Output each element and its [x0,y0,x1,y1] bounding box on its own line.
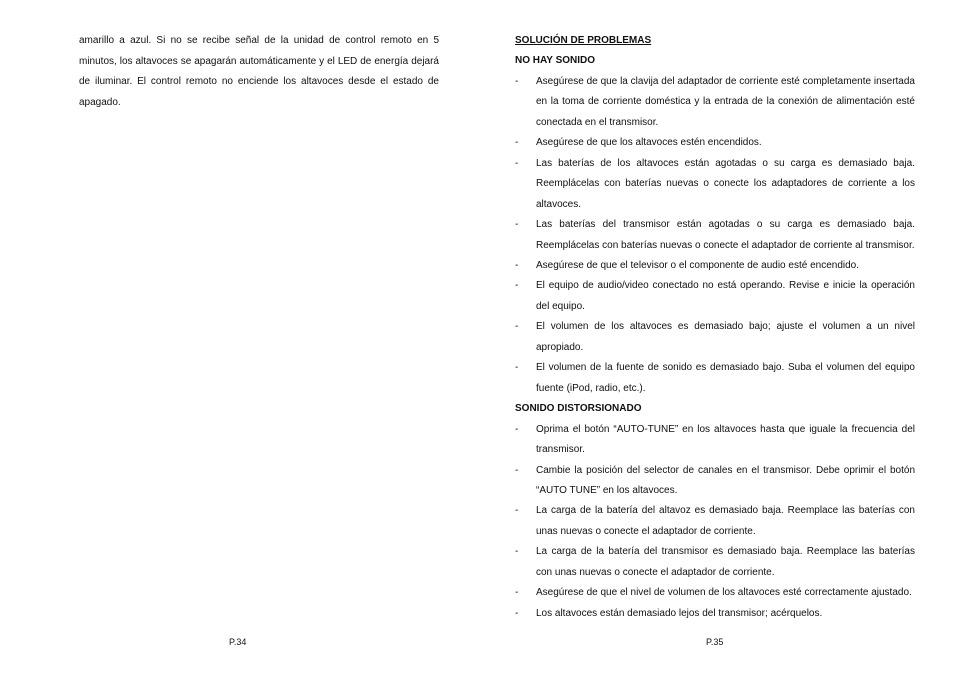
bullet-dash: - [515,607,519,619]
list-item-text: Oprima el botón “AUTO-TUNE” en los altavoces hasta que iguale la frecuencia del transmisor. [536,423,915,456]
list-item [515,461,915,502]
right-page [477,0,954,675]
list-item [515,154,915,215]
list-item [515,215,915,256]
list-item-text: El volumen de la fuente de sonido es demasiado bajo. Suba el volumen del equipo fuente (iPod, radio, etc.). [536,362,915,394]
list-item-text: El volumen de los altavoces es demasiado bajo; ajuste el volumen a un nivel apropiado. [536,321,915,353]
list-item-text: Las baterías del transmisor están agotadas o su carga es demasiado baja. Reemplácelas con baterías nuevas o conecte el adaptador de corriente al transmisor. [536,219,915,251]
section-heading-distorted-sound: SONIDO DISTORSIONADO [515,403,642,415]
list-item [515,317,915,358]
list-item-text: Asegúrese de que la clavija del adaptador de corriente esté completamente insertada en la toma de corriente doméstica y la entrada de la conexión de alimentación esté conectada en el transmisor. [536,75,915,128]
list-item-text: La carga de la batería del altavoz es demasiado baja. Reemplace las baterías con unas nuevas o conecte el adaptador de corriente. [536,505,915,537]
list-item-text: Los altavoces están demasiado lejos del transmisor; acérquelos. [536,607,823,619]
list-item-text: El equipo de audio/video conectado no está operando. Revise e inicie la operación del equipo. [536,280,915,312]
list-item [515,420,915,461]
list-item-text: Asegúrese de que los altavoces estén encendidos. [536,137,762,149]
list-item-text: Las baterías de los altavoces están agotadas o su carga es demasiado baja. Reemplácelas con baterías nuevas o conecte los adaptadores de corriente a los altavoces. [536,157,915,210]
list-item [515,256,915,276]
list-item [515,583,915,603]
troubleshooting-section [515,31,915,624]
no-sound-list [515,72,915,399]
bullet-dash: - [515,321,519,333]
list-item [515,72,915,133]
list-item [515,604,915,624]
bullet-dash: - [515,157,519,169]
bullet-dash: - [515,464,519,476]
list-item [515,542,915,583]
bullet-dash: - [515,219,519,231]
list-item-text: Cambie la posición del selector de canales en el transmisor. Debe oprimir el botón “AUTO TUNE” en los altavoces. [536,464,915,496]
bullet-dash: - [515,505,519,517]
bullet-dash: - [515,75,519,87]
bullet-dash: - [515,423,519,435]
bullet-dash: - [515,280,519,292]
section-heading-no-sound: NO HAY SONIDO [515,55,596,67]
list-item-text: Asegúrese de que el nivel de volumen de los altavoces esté correctamente ajustado. [536,587,912,599]
list-item [515,501,915,542]
left-page-paragraph: amarillo a azul. Si no se recibe señal de la unidad de control remoto en 5 minutos, los altavoces se apagarán automáticamente y el LED de energía dejará de iluminar. El control remoto no enciende los altavoces desde el estado de apagado. [79,35,439,108]
list-item [515,358,915,399]
bullet-dash: - [515,546,519,558]
page-number-right: P.35 [706,637,724,647]
bullet-dash: - [515,362,519,374]
page-number-left: P.34 [229,637,247,647]
troubleshooting-title: SOLUCIÓN DE PROBLEMAS [515,35,652,46]
distorted-sound-list [515,420,915,625]
list-item [515,276,915,317]
bullet-dash: - [515,259,519,271]
list-item-text: Asegúrese de que el televisor o el componente de audio esté encendido. [536,259,860,271]
list-item [515,133,915,153]
bullet-dash: - [515,137,519,149]
bullet-dash: - [515,587,519,599]
list-item-text: La carga de la batería del transmisor es demasiado baja. Reemplace las baterías con unas nuevas o conecte el adaptador de corriente. [536,546,915,578]
